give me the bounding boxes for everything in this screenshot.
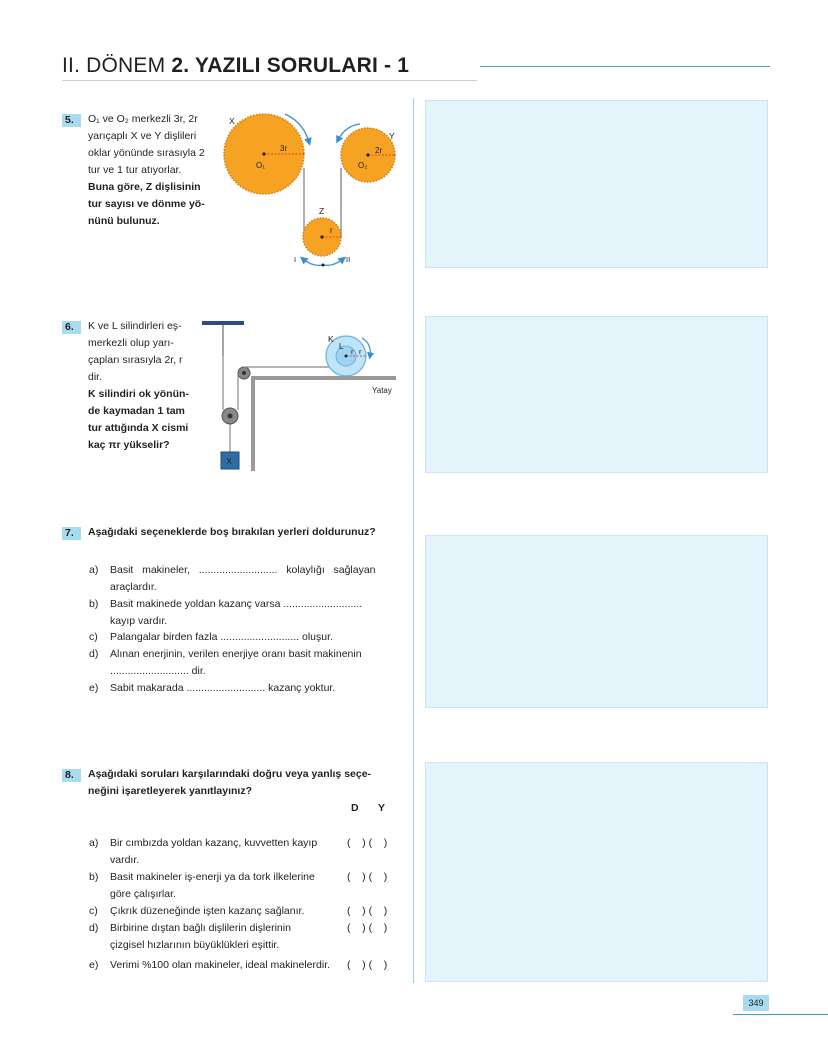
q5-line3: oklar yönünde sırasıyla 2 xyxy=(88,147,205,159)
q6-line2: merkezli olup yarı- xyxy=(88,337,174,349)
q6-bold1: K silindiri ok yönün- xyxy=(88,388,189,400)
q8-item-d-letter: d) xyxy=(89,922,99,934)
gear-x-center xyxy=(262,152,265,155)
question-number-7: 7. xyxy=(62,527,81,540)
label-z: Z xyxy=(319,206,325,216)
q8-item-e-letter: e) xyxy=(89,959,99,971)
q7-item-b xyxy=(89,596,399,630)
question-number-5: 5. xyxy=(62,114,81,127)
answer-box-q8[interactable] xyxy=(425,762,768,982)
q5-line1: O₁ ve O₂ merkezli 3r, 2r xyxy=(88,113,198,125)
question-6-text xyxy=(88,318,198,454)
movable-pulley-center xyxy=(228,414,233,419)
label-o2: O₂ xyxy=(358,161,368,170)
q8-item-b-checkboxes[interactable]: ( ) ( ) xyxy=(347,871,388,883)
q6-line3: çapları sırasıyla 2r, r xyxy=(88,354,183,366)
q8-col-d: D xyxy=(351,802,359,814)
q7-item-a-line2: araçlardır. xyxy=(110,580,157,593)
q8-item-b xyxy=(89,869,401,903)
q6-bold2: de kaymadan 1 tam xyxy=(88,405,185,417)
q7-item-a xyxy=(89,562,399,596)
label-o1: O₁ xyxy=(256,161,265,170)
q5-bold2: tur sayısı ve dönme yö- xyxy=(88,198,205,210)
q8-item-a-letter: a) xyxy=(89,837,99,849)
q7-item-e xyxy=(89,680,399,697)
q8-item-c-line1: Çıkrık düzeneğinde işten kazanç sağlanır. xyxy=(110,905,305,917)
q8-item-d xyxy=(89,920,401,954)
question-7-title: Aşağıdaki seçeneklerde boş bırakılan yerleri doldurunuz? xyxy=(88,526,376,538)
q8-item-d-checkboxes[interactable]: ( ) ( ) xyxy=(347,922,388,934)
q8-item-e-line1: Verimi %100 olan makineler, ideal makinelerdir. xyxy=(110,959,331,971)
label-yatay: Yatay xyxy=(372,386,392,395)
label-3r: 3r xyxy=(280,144,288,153)
question-8-title xyxy=(88,766,398,800)
label-x: X xyxy=(229,116,235,126)
q7-item-d-letter: d) xyxy=(89,648,99,660)
horizontal-surface xyxy=(251,376,396,380)
q7-item-a-letter: a) xyxy=(89,564,99,576)
q7-item-e-letter: e) xyxy=(89,682,99,694)
label-block-x: X xyxy=(226,457,232,466)
arrow-origin xyxy=(322,264,325,267)
header-underline xyxy=(62,80,477,81)
q5-bold3: nünü bulunuz. xyxy=(88,215,160,227)
q8-title-line1: Aşağıdaki soruları karşılarındaki doğru veya yanlış seçe- xyxy=(88,768,372,780)
q7-item-b-line2: kayıp vardır. xyxy=(110,614,168,627)
arrow-dir-1 xyxy=(303,259,323,265)
question-number-8: 8. xyxy=(62,769,81,782)
q8-item-c-letter: c) xyxy=(89,905,98,917)
question-number-6: 6. xyxy=(62,321,81,334)
q7-item-b-line1: Basit makinede yoldan kazanç varsa ........................... xyxy=(110,598,363,610)
footer-rule xyxy=(733,1014,828,1015)
q5-line4: tur ve 1 tur atıyorlar. xyxy=(88,164,182,176)
q8-item-e-checkboxes[interactable]: ( ) ( ) xyxy=(347,959,388,971)
q8-item-b-letter: b) xyxy=(89,871,99,883)
q8-item-e xyxy=(89,957,401,974)
q8-item-a-line1: Bir cımbızda yoldan kazanç, kuvvetten kayıp xyxy=(110,837,318,849)
q7-item-a-line1: Basit makineler, ........................... kolaylığı sağlayan xyxy=(110,564,376,576)
q6-line4: dir. xyxy=(88,371,103,383)
label-dir-1: I xyxy=(294,255,297,264)
header-title-bold: 2. YAZILI SORULARI - 1 xyxy=(171,54,410,77)
header-rule xyxy=(480,66,770,67)
column-divider xyxy=(413,98,414,983)
label-r: r xyxy=(330,226,333,235)
q7-item-d-line2: ........................... dir. xyxy=(110,664,206,677)
arrow-dir-2 xyxy=(323,259,343,265)
q8-col-y: Y xyxy=(378,802,386,814)
pulley-diagram-q6 xyxy=(198,316,403,476)
q8-title-line2: neğini işaretleyerek yanıtlayınız? xyxy=(88,785,252,797)
page-header xyxy=(62,52,770,82)
support-post xyxy=(251,376,255,471)
q8-item-d-line2: çizgisel hızlarının büyüklükleri eşittir. xyxy=(110,938,280,951)
header-title-light: II. DÖNEM xyxy=(62,54,172,77)
q7-item-b-letter: b) xyxy=(89,598,99,610)
answer-box-q6[interactable] xyxy=(425,316,768,473)
gear-y-center xyxy=(366,153,369,156)
header-title xyxy=(62,52,409,80)
label-2r: 2r xyxy=(375,146,383,155)
q6-bold4: kaç πr yükselir? xyxy=(88,439,170,451)
label-l: L xyxy=(339,342,344,351)
label-y: Y xyxy=(389,131,395,141)
q5-bold1: Buna göre, Z dişlisinin xyxy=(88,181,201,193)
answer-box-q5[interactable] xyxy=(425,100,768,268)
fixed-pulley-center xyxy=(242,371,246,375)
page-number: 349 xyxy=(743,995,769,1011)
gear-z-center xyxy=(320,235,323,238)
q6-line1: K ve L silindirleri eş- xyxy=(88,320,182,332)
q8-item-a-line2: vardır. xyxy=(110,853,140,866)
label-dir-2: II xyxy=(346,255,351,264)
q7-item-e-line1: Sabit makarada ........................... kazanç yoktur. xyxy=(110,682,336,694)
gear-diagram-q5 xyxy=(215,106,410,271)
q7-item-d xyxy=(89,646,399,680)
q8-item-b-line1: Basit makineler iş-enerji ya da tork ilkelerine xyxy=(110,871,315,883)
q8-item-d-line1: Birbirine dıştan bağlı dişlilerin dişlerinin xyxy=(110,922,291,934)
q8-item-c xyxy=(89,903,401,920)
q8-item-b-line2: göre çalışırlar. xyxy=(110,887,176,900)
q8-item-a-checkboxes[interactable]: ( ) ( ) xyxy=(347,837,388,849)
answer-box-q7[interactable] xyxy=(425,535,768,708)
question-5-text xyxy=(88,111,218,230)
q7-item-d-line1: Alınan enerjinin, verilen enerjiye oranı basit makinenin xyxy=(110,648,362,660)
label-r-inner: r xyxy=(351,347,354,356)
q6-bold3: tur attığında X cismi xyxy=(88,422,189,434)
cylinder-center xyxy=(345,355,348,358)
q8-item-c-checkboxes[interactable]: ( ) ( ) xyxy=(347,905,388,917)
label-k: K xyxy=(328,334,334,344)
q5-line2: yarıçaplı X ve Y dişlileri xyxy=(88,130,197,142)
ceiling xyxy=(202,321,244,325)
q7-item-c-line1: Palangalar birden fazla ........................... oluşur. xyxy=(110,631,333,643)
q7-item-c-letter: c) xyxy=(89,631,98,643)
q8-item-a xyxy=(89,835,401,869)
q7-item-c xyxy=(89,629,399,646)
label-r-outer: r xyxy=(359,347,362,356)
